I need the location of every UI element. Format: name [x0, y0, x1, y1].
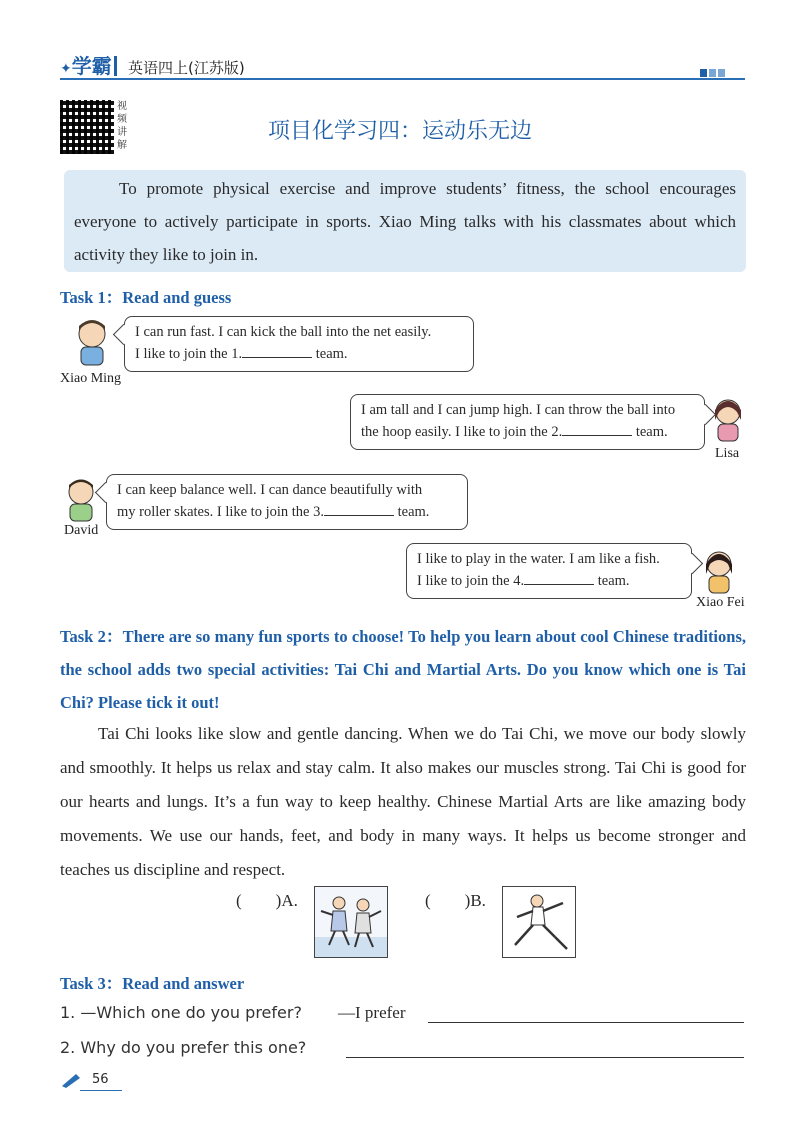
- qr-label: 视频讲解: [117, 101, 127, 151]
- blank-1[interactable]: [242, 343, 312, 358]
- tai-chi-figures-icon: [315, 887, 387, 957]
- martial-arts-figure-icon: [503, 887, 575, 957]
- option-a-label[interactable]: ( )A.: [236, 891, 298, 910]
- page-number: 56: [92, 1072, 109, 1087]
- tai-chi-image: [314, 886, 388, 958]
- speaker-name: Lisa: [715, 446, 740, 461]
- task1-heading: Task 1：Read and guess: [60, 288, 232, 307]
- answer-line-2[interactable]: [346, 1057, 744, 1058]
- pencil-icon: [60, 1072, 82, 1093]
- lisa-avatar-icon: [710, 396, 746, 449]
- answer-line-1[interactable]: [428, 1022, 744, 1023]
- header-divider: [114, 56, 117, 76]
- question-1: 1. —Which one do you prefer?: [60, 1003, 302, 1022]
- blank-4[interactable]: [524, 570, 594, 585]
- question-1-answer-start: —I prefer: [338, 1003, 406, 1022]
- logo-text: 学霸: [71, 54, 112, 78]
- speech-bubble-3: I can keep balance well. I can dance beautifully with my roller skates. I like to join the 3. team.: [106, 474, 468, 530]
- logo: [60, 50, 112, 79]
- speaker-name: David: [64, 523, 99, 538]
- speaker-name: Xiao Ming: [60, 371, 122, 386]
- book-title: 英语四上(江苏版): [128, 59, 245, 77]
- header-rule: [60, 78, 745, 80]
- option-b-label[interactable]: ( )B.: [425, 891, 486, 910]
- task2-heading: Task 2：There are so many fun sports to choose! To help you learn about cool Chinese traditions, the school adds two special activities: Tai Chi and Martial Arts. Do you know which one is Tai Chi? Please tick it out!: [60, 627, 746, 712]
- blank-3[interactable]: [324, 501, 394, 516]
- xiao-ming-avatar-icon: [72, 318, 112, 373]
- speech-bubble-1: I can run fast. I can kick the ball into the net easily. I like to join the 1. team.: [124, 316, 474, 372]
- task2-paragraph: Tai Chi looks like slow and gentle dancing. When we do Tai Chi, we move our body slowly and smoothly. It helps us relax and stay calm. It also makes our muscles strong. Tai Chi is good for our hearts and lungs. It’s a fun way to keep healthy. Chinese Martial Arts are like amazing body movements. We use our hands, feet, and body in many ways. It helps us become stronger and teaches us discipline and respect.: [60, 724, 746, 879]
- speech-bubble-2: I am tall and I can jump high. I can throw the ball into the hoop easily. I like to join the 2. team.: [350, 394, 705, 450]
- speaker-name: Xiao Fei: [696, 595, 745, 610]
- martial-arts-image: [502, 886, 576, 958]
- xiao-fei-avatar-icon: [700, 548, 738, 601]
- page-title: 项目化学习四：运动乐无边: [267, 119, 532, 144]
- question-2: 2. Why do you prefer this one?: [60, 1038, 307, 1057]
- speech-bubble-4: I like to play in the water. I am like a fish. I like to join the 4. team.: [406, 543, 692, 599]
- blank-2[interactable]: [562, 421, 632, 436]
- logo-icon: ✦: [60, 61, 72, 77]
- footer-rule: [80, 1090, 122, 1091]
- intro-box: [64, 170, 746, 272]
- david-avatar-icon: [62, 476, 100, 529]
- task3-heading: Task 3：Read and answer: [60, 974, 245, 993]
- intro-text: To promote physical exercise and improve students’ fitness, the school encourages everyone to actively participate in sports. Xiao Ming talks with his classmates about which activity they like to join in.: [74, 179, 736, 264]
